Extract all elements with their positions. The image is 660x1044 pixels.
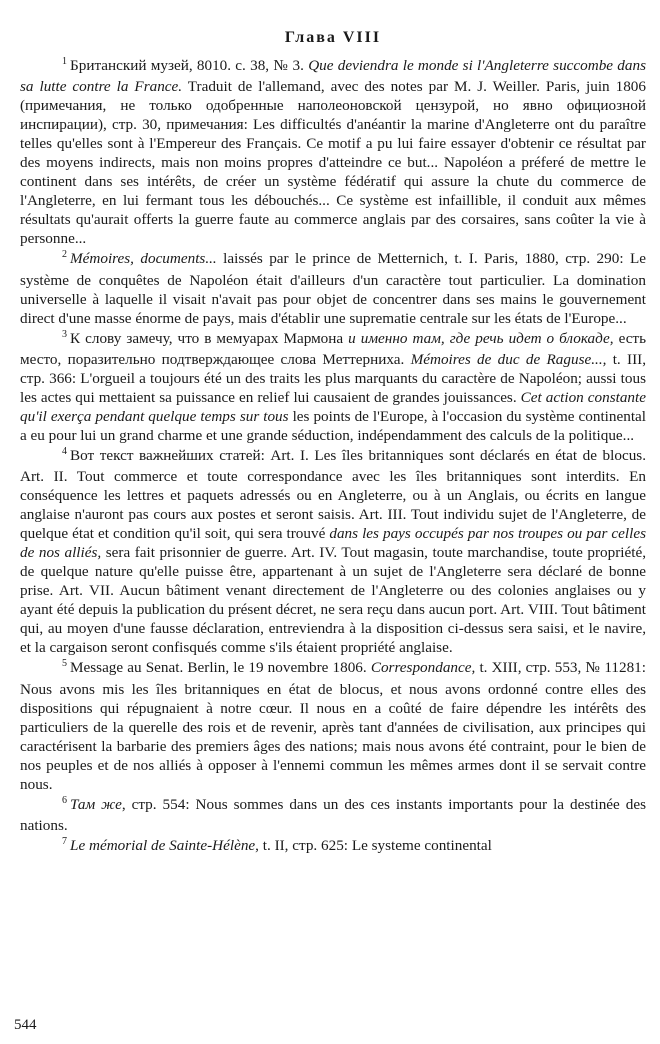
italic-text: Mémoires de duc de Raguse..., bbox=[410, 350, 607, 368]
footnote-text: Traduit de l'allemand, avec des notes par M. J. Weiller. Paris, juin 1806 (примечания, не только одобренные наполеоновской цензурой, но явно официозной инспирации), стр. 30, примечания: Les difficultés d'anéantir la marine d'Angleterre ont du paraître telles qu'elles sont à l'Empereur des Français. Ce motif a pu lui faire essayer d'obtenir ce résultat par des moyens indirects, mais non moins propres d'atteindre ce but... Napoléon a préferé de mettre le continent dans ses intérêts, de créer un système fédératif qui assure la chute du commerce de l'Angleterre, en lui fermant tous les débouchés... Ce système est infaillible, il conduit aux mêmes résultats qu'aurait offerts la guerre faute au commerce anglais par des corsaires, sans coûter la vie à personne... bbox=[20, 78, 646, 248]
footnote-text: t. III, стр. 366: L'orgueil a toujours été un des traits les plus marquants du caractère de Napoléon; aussi tous les actes qui mettaient sa puissance en relief lui causaient de grandes jouissances. bbox=[20, 350, 646, 406]
footnote-text: , стр. 554: Nous sommes dans un des ces instants importants pour la destinée des nations. bbox=[20, 795, 646, 834]
footnote bbox=[20, 658, 646, 793]
footnote bbox=[20, 56, 646, 248]
footnote-number: 4 bbox=[62, 445, 67, 457]
footnote bbox=[20, 446, 646, 658]
footnotes-section bbox=[20, 56, 646, 857]
footnote-text: les points de l'Europe, à l'occasion du système continental a eu pour lui un grand charme et une grande séduction, indépendamment des calculs de la politique... bbox=[20, 407, 646, 444]
italic-text: Mémoires, documents... bbox=[70, 250, 217, 268]
footnote-text: sera fait prisonnier de guerre. Art. IV. Tout magasin, toute marchandise, toute propriété, de quelque nature qu'elle puisse être, appartenant à un sujet de l'Angleterre sera déclaré de bonne prise. Art. VII. Aucun bâtiment venant directement de l'Angleterre ou des colonies anglaises ou y ayant été depuis la publication du présent décret, ne sera reçu dans aucun port. Art. VIII. Tout bâtiment qui, au moyen d'une fausse déclaration, entreviendra à la disposition ci-dessus sera saisi, et le navire, et la cargaison seront confisqués comme s'ils étaient propriété anglaise. bbox=[20, 544, 646, 657]
footnote-text: К слову замечу, что в мемуарах Мармона bbox=[70, 329, 349, 347]
italic-text: Cet action constante qu'il exerça pendant quelque temps sur tous bbox=[20, 388, 646, 425]
footnote-text: есть место, поразительно подтверждающее слова Меттерниха. bbox=[20, 329, 646, 368]
footnote bbox=[20, 795, 646, 835]
footnote-number: 7 bbox=[62, 835, 67, 847]
italic-text: dans les pays occupés par nos troupes ou par celles de nos alliés, bbox=[20, 525, 646, 562]
page-number: 544 bbox=[14, 1017, 37, 1033]
italic-text: Que deviendra le monde si l'Angleterre succombe dans sa lutte contre la France. bbox=[20, 57, 646, 96]
footnote-number: 2 bbox=[62, 249, 67, 261]
footnote-number: 6 bbox=[62, 794, 67, 806]
footnote-number: 1 bbox=[62, 56, 67, 67]
italic-text: Correspondance, bbox=[370, 659, 476, 677]
footnote-number: 5 bbox=[62, 658, 67, 670]
footnote bbox=[20, 836, 646, 857]
footnote-text: t. XIII, стр. 553, № 11281: Nous avons mis les îles britanniques en état de blocus, et nous avons ordonné contre elles des dispositions qui répugnaient à notre cœur. Il nous en a coûté de faire dépendre les intérêts des particuliers de la querelle des rois et de revenir, après tant d'années de civilisation, aux principes qui caractérisent la barbarie des premiers âges des nations; mais nous avons été contraint, pour le bien de nos peuples et de nos alliés à opposer à l'ennemi commun les mêmes armes dont il se servait contre nous. bbox=[20, 659, 646, 793]
italic-text: и именно там, где речь идет о блокаде, bbox=[348, 329, 614, 347]
italic-text: Там же bbox=[70, 795, 122, 813]
footnote-text: Британский музей, 8010. с. 38, № 3. bbox=[70, 57, 309, 74]
footnote-text: Message au Senat. Berlin, le 19 novembre 1806. bbox=[70, 659, 371, 677]
footnote-text: , t. II, стр. 625: Le systeme continental bbox=[255, 836, 492, 854]
footnote-text: Вот текст важнейших статей: Art. I. Les îles britanniques sont déclarés en état de blocus. Art. II. Tout commerce et toute correspondance avec les îles britanniques sont interdits. En conséquence les lettres et paquets adressés ou en Angleterre, ou à un Anglais, ou écrits en langue anglaise n'auront pas cours aux postes et seront saisis. Art. III. Tout individu sujet de l'Angleterre, de quelque état et condition qu'il soit, qui sera trouvé bbox=[20, 446, 646, 543]
italic-text: Le mémorial de Sainte-Hélène bbox=[70, 836, 256, 854]
chapter-title: Глава VIII bbox=[284, 29, 382, 46]
footnote bbox=[20, 329, 646, 445]
footnote-text: laissés par le prince de Metternich, t. I. Paris, 1880, стр. 290: Le système de conquêtes de Napoléon était d'ailleurs d'un caractère tout particulier. La domination universelle à laquelle il visait n'avait pas pour objet de concentrer dans ses mains le gouvernement direct d'une masse énorme de pays, mais d'établir une suprematie centrale sur les états de l'Europe... bbox=[20, 250, 646, 327]
footnote-number: 3 bbox=[62, 328, 67, 340]
footnote bbox=[20, 249, 646, 327]
